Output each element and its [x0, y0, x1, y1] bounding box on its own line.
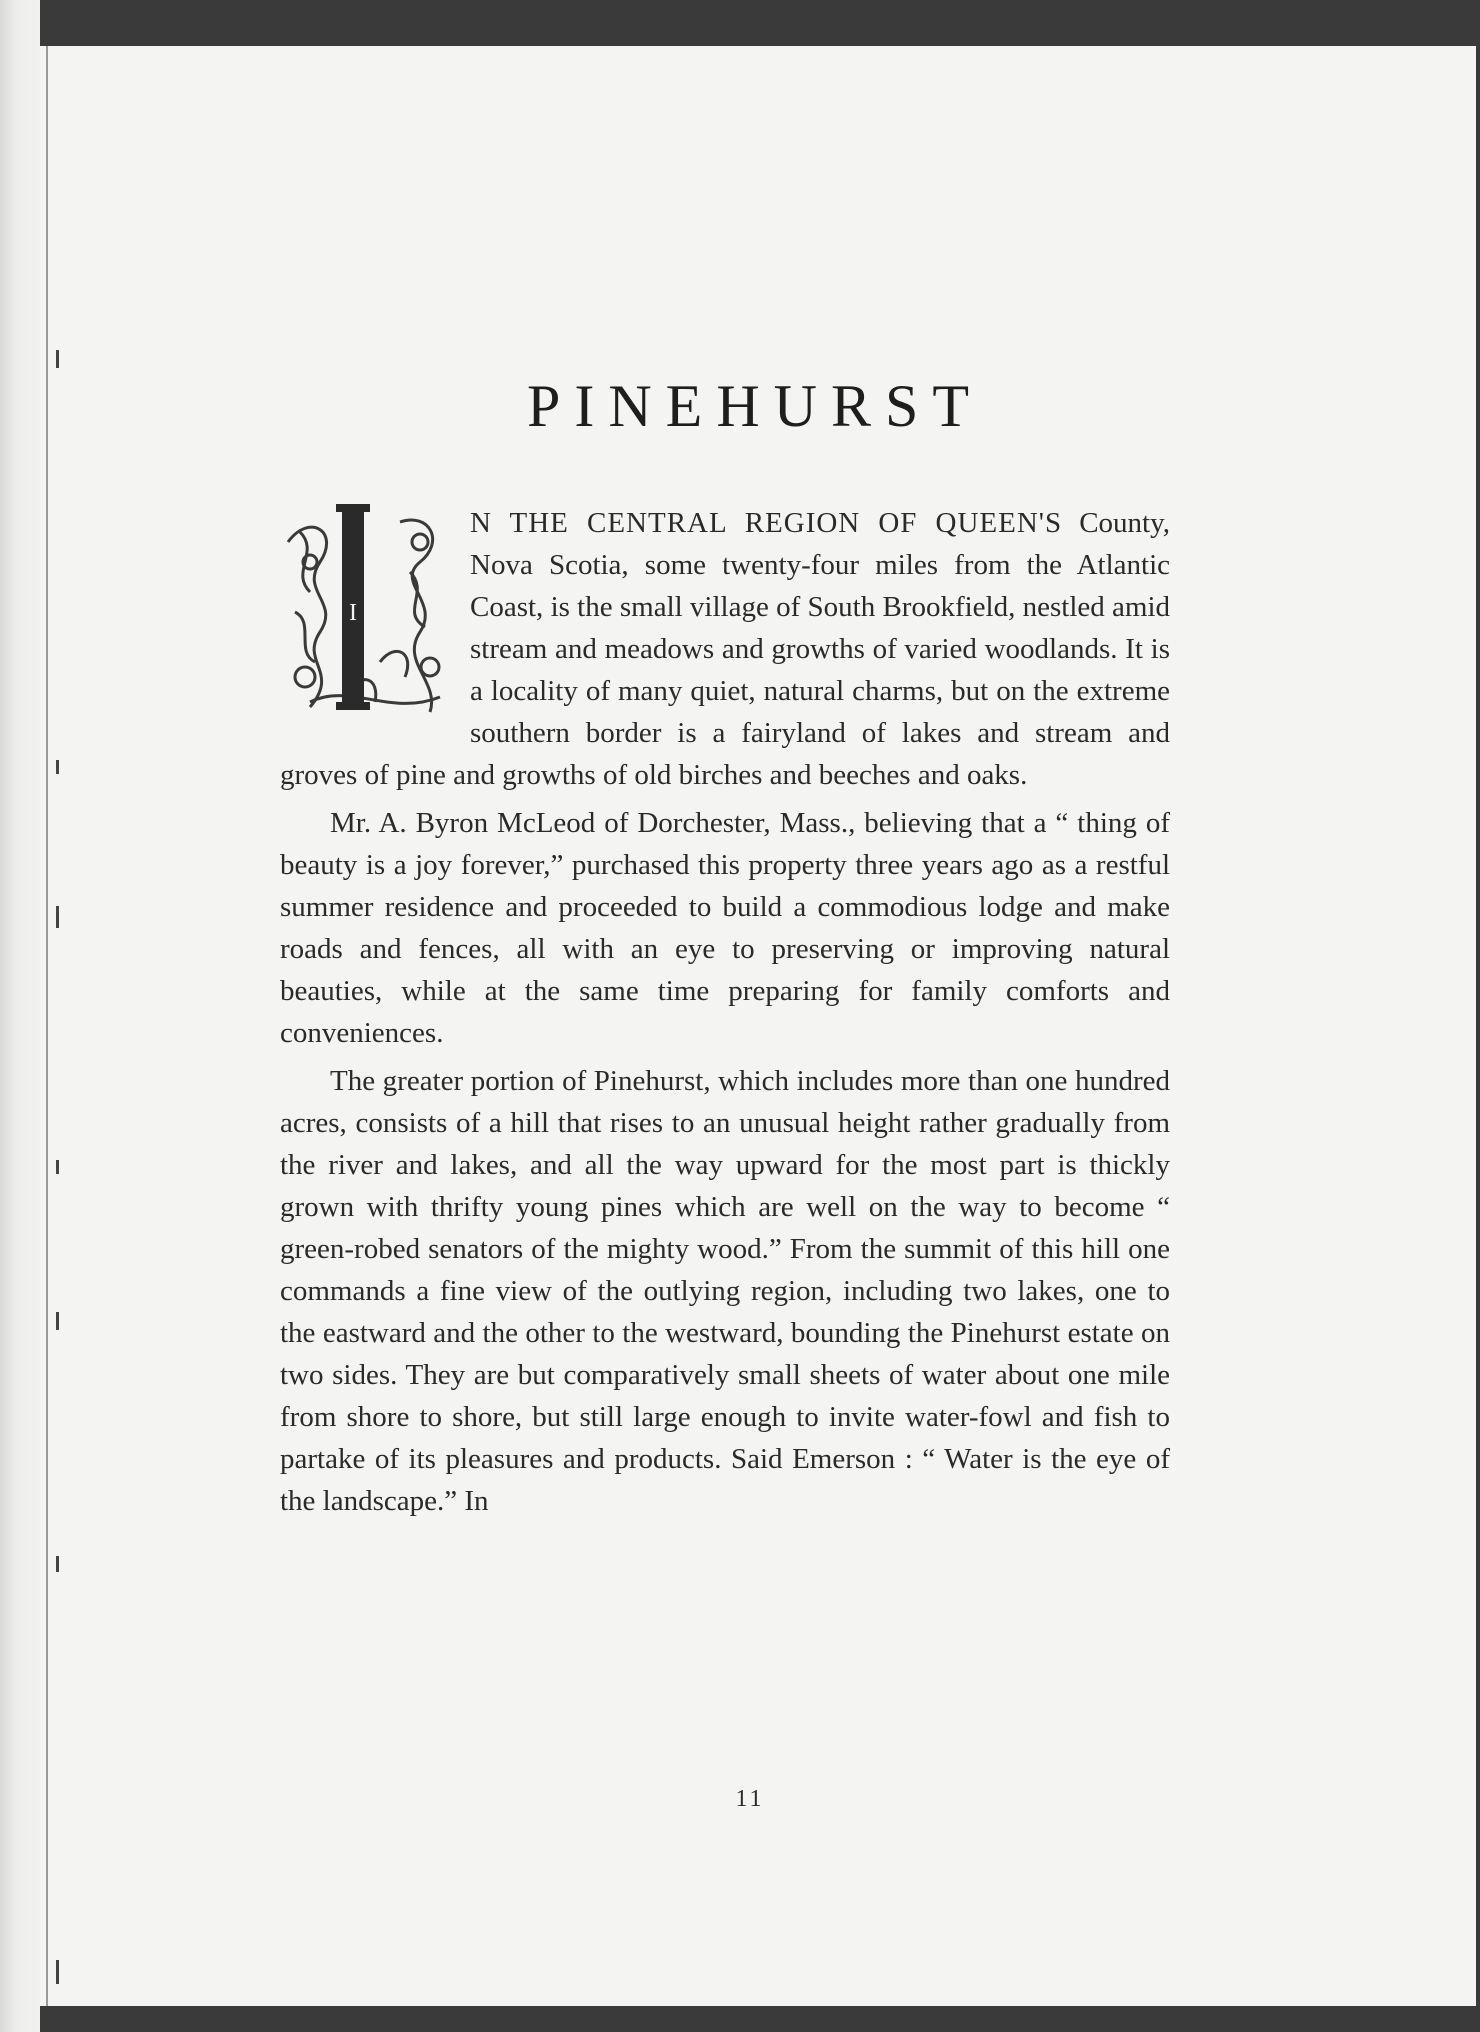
page-gutter	[0, 0, 40, 2032]
opening-text: County, Nova Scotia, some twenty-four miles from the Atlantic Coast, is the small village of South Brookfield, nestled amid stream and meadows and growths of varied woodlands. It is a locality of many quiet, natural charms, but on the extreme southern border is a fairyland of lakes and stream and groves of pine and growths of old birches and beeches and oaks.	[280, 507, 1170, 791]
binding-edge	[46, 46, 48, 2006]
paragraph: The greater portion of Pinehurst, which includes more than one hundred acres, consists of a hill that rises to an unusual height rather gradually from the river and lakes, and all the way upward for the most part is thickly grown with thrifty young pines which are well on the way to become “ green-robed senators of the mighty wood.” From the summit of this hill one commands a fine view of the outlying region, including two lakes, one to the eastward and the other to the westward, bounding the Pinehurst estate on two sides. They are but comparatively small sheets of water about one mile from shore to shore, but still large enough to invite water-fowl and fish to partake of its pleasures and products. Said Emerson : “ Water is the eye of the landscape.” In	[280, 1065, 1170, 1517]
binding-mark	[56, 1312, 59, 1330]
binding-mark	[56, 1160, 59, 1174]
ornamental-dropcap	[280, 502, 452, 724]
page-title: PINEHURST	[526, 373, 984, 439]
opening-caps: N THE CENTRAL REGION OF QUEEN'S	[470, 507, 1063, 539]
binding-mark	[56, 1556, 59, 1572]
page-number: 11	[735, 1786, 765, 1812]
dropcap-letter: I	[349, 600, 357, 626]
binding-mark	[56, 906, 59, 928]
binding-mark	[56, 760, 59, 774]
binding-mark	[56, 350, 59, 368]
binding-mark	[56, 1960, 59, 1984]
paragraph: Mr. A. Byron McLeod of Dorchester, Mass., believing that a “ thing of beauty is a joy forever,” purchased this property three years ago as a restful summer residence and proceeded to build a commodious lodge and make roads and fences, all with an eye to preserving or improving natural beauties, while at the same time preparing for family comforts and conveniences.	[280, 807, 1170, 1049]
body-text	[280, 502, 1170, 1522]
